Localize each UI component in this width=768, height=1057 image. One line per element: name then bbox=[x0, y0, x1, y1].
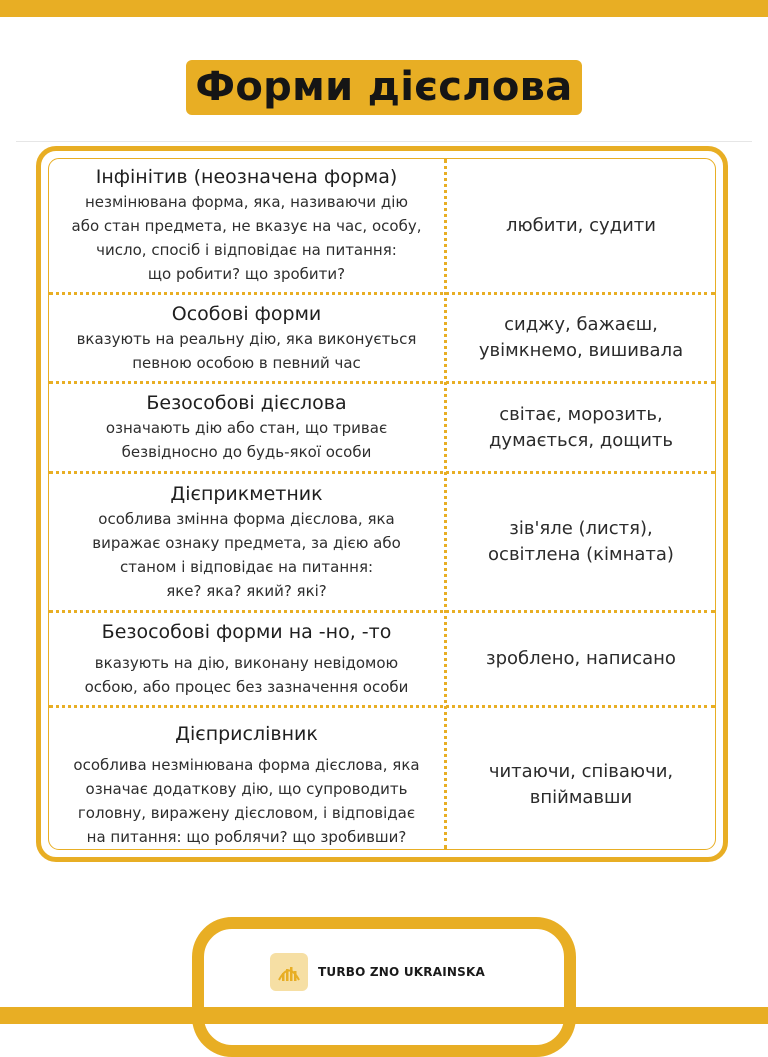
table-row bbox=[49, 705, 715, 850]
row-term: Дієприкметник bbox=[170, 482, 323, 505]
row-example: зів'яле (листя), освітлена (кімната) bbox=[488, 518, 674, 565]
bar-chart-logo-icon bbox=[270, 953, 308, 991]
brand-name: TURBO ZNO UKRAINSKA bbox=[318, 965, 485, 979]
row-term: Безособові дієслова bbox=[146, 392, 347, 414]
row-description: вказують на реальну дію, яка виконується певною особою в певний час bbox=[76, 329, 417, 372]
row-example: любити, судити bbox=[506, 214, 656, 236]
row-example: зроблено, написано bbox=[486, 648, 676, 669]
footer-brand bbox=[270, 952, 485, 992]
title-divider bbox=[16, 141, 752, 142]
table-row bbox=[49, 471, 715, 610]
row-term: Інфінітив (неозначена форма) bbox=[95, 166, 398, 188]
verb-forms-table bbox=[36, 146, 728, 862]
bottom-accent-bar bbox=[0, 1007, 768, 1024]
table-row bbox=[49, 610, 715, 705]
row-term: Безособові форми на -но, -то bbox=[101, 620, 392, 643]
top-accent-bar bbox=[0, 0, 768, 17]
row-description: означають дію або стан, що триває безвідносно до будь-якої особи bbox=[105, 419, 388, 461]
row-description: особлива змінна форма дієслова, яка виражає ознаку предмета, за дією або станом і відповідає на питання: яке? яка? який? які? bbox=[92, 509, 401, 600]
row-term: Особові форми bbox=[171, 302, 322, 325]
table-row bbox=[49, 381, 715, 471]
row-example: сиджу, бажаєш, увімкнемо, вишивала bbox=[478, 314, 684, 361]
row-description: вказують на дію, виконану невідомою осбою, або процес без зазначення особи bbox=[84, 653, 409, 696]
row-description: особлива незмінювана форма дієслова, яка означає додаткову дію, що супроводить головну, виражену дієсловом, і відповідає на питання: що роблячи? що зробивши? bbox=[73, 755, 420, 846]
page-title: Форми дієслова bbox=[186, 60, 581, 115]
row-example: читаючи, співаючи, впіймавши bbox=[488, 761, 674, 808]
table-row bbox=[49, 292, 715, 381]
row-description: незмінювана форма, яка, називаючи дію або стан предмета, не вказує на час, особу, число, спосіб і відповідає на питання: що робити? що зробити? bbox=[71, 193, 422, 283]
table-row bbox=[49, 159, 715, 292]
row-example: світає, морозить, думається, дощить bbox=[488, 403, 674, 451]
row-term: Дієприслівник bbox=[175, 722, 318, 745]
